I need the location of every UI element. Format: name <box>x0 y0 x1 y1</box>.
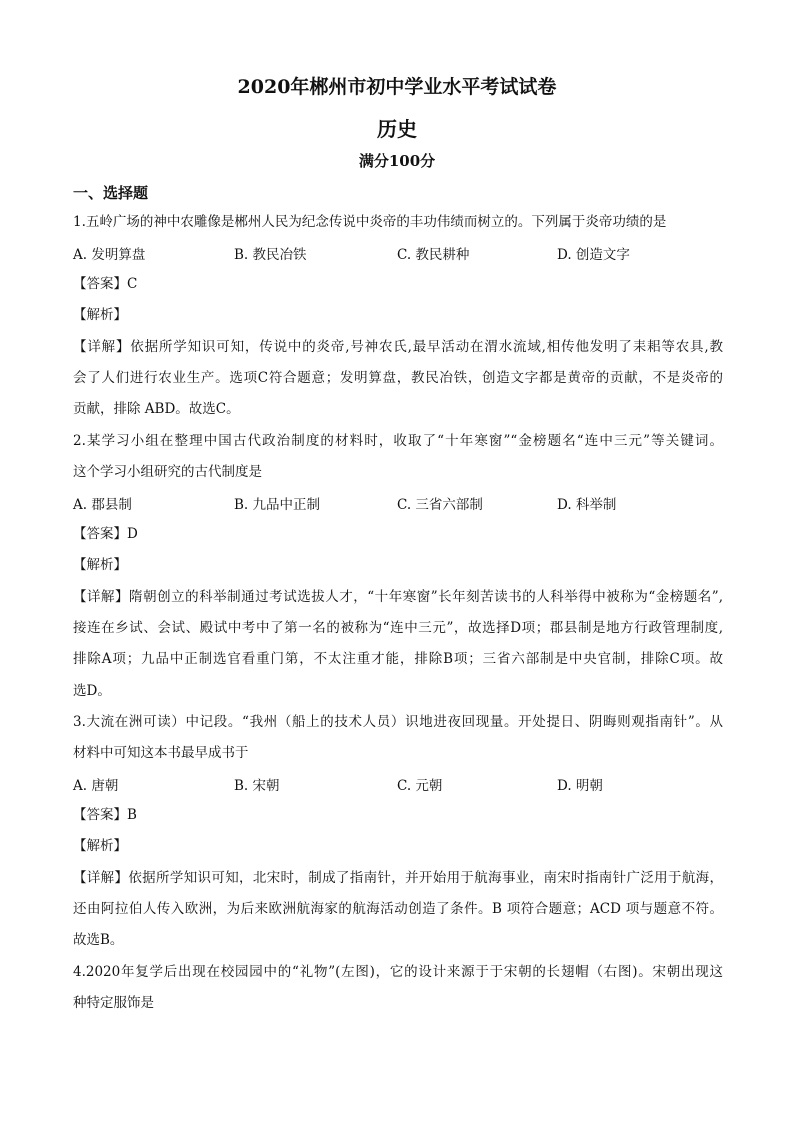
q1-analysis-label: 【解析】 <box>73 307 127 323</box>
q3-option-b: B. 宋朝 <box>234 778 280 794</box>
q1-stem: 1.五岭广场的神中农雕像是郴州人民为纪念传说中炎帝的丰功伟绩而树立的。下列属于炎帝功绩的是 <box>73 214 667 230</box>
q1-option-c: C. 教民耕种 <box>397 247 470 263</box>
q1-detail-line: 贡献，排除 ABD。故选C。 <box>73 401 240 417</box>
q2-stem: 这个学习小组研究的古代制度是 <box>73 464 262 480</box>
q2-detail-line: 接连在乡试、会试、殿试中考中了第一名的被称为“连中三元”，故选择D项；郡县制是地方行政管理制度, <box>73 620 723 636</box>
q2-option-d: D. 科举制 <box>557 497 617 513</box>
q2-detail-line: 【详解】隋朝创立的科举制通过考试选拔人才，“十年寒窗”长年刻苦读书的人科举得中被称为“金榜题名”, <box>73 589 723 605</box>
q1-option-b: B. 教民冶铁 <box>234 247 307 263</box>
q3-stem: 材料中可知这本书最早成书于 <box>73 745 249 761</box>
q3-option-d: D. 明朝 <box>557 778 603 794</box>
section-title: 一、选择题 <box>73 184 149 202</box>
q3-option-a: A. 唐朝 <box>73 778 119 794</box>
subject-title: 历史 <box>377 117 417 141</box>
exam-title: 2020年郴州市初中学业水平考试试卷 <box>237 76 557 98</box>
q1-detail-line: 【详解】依据所学知识可知，传说中的炎帝,号神农氏,最早活动在渭水流域,相传他发明了耒耜等农具,教 <box>73 339 723 355</box>
q2-analysis-label: 【解析】 <box>73 557 127 573</box>
q3-detail-line: 故选B。 <box>73 932 124 948</box>
q3-stem: 3.大流在洲可读）中记段。“我州（船上的技术人员）识地进夜回现量。开处提日、阴晦则观指南针”。从 <box>73 714 723 730</box>
q2-stem: 2.某学习小组在整理中国古代政治制度的材料时，收取了“十年寒窗”“金榜题名“连中三元”等关键词。 <box>73 433 723 449</box>
q4-stem: 种特定服饰是 <box>73 995 154 1011</box>
q4-stem: 4.2020年复学后出现在校园园中的“礼物”(左图)，它的设计来源于于宋朝的长翅帽（右图)。宋朝出现这 <box>73 964 723 980</box>
q2-answer: 【答案】D <box>73 526 138 542</box>
q1-detail-line: 会了人们进行农业生产。选项C符合题意；发明算盘，教民冶铁，创造文字都是黄帝的贡献，不是炎帝的 <box>73 370 723 386</box>
q2-detail-line: 排除A项；九品中正制选官看重门第，不太注重才能，排除B项；三省六部制是中央官制，排除C项。故 <box>73 651 723 667</box>
q3-detail-line: 还由阿拉伯人传入欧洲，为后来欧洲航海家的航海活动创造了条件。B 项符合题意；ACD 项与题意不符。 <box>73 901 723 917</box>
q3-answer: 【答案】B <box>73 807 137 823</box>
q2-option-a: A. 郡县制 <box>73 497 132 513</box>
full-score: 满分100分 <box>358 152 436 170</box>
q3-analysis-label: 【解析】 <box>73 838 127 854</box>
q1-option-a: A. 发明算盘 <box>73 247 146 263</box>
q2-option-b: B. 九品中正制 <box>234 497 321 513</box>
q2-option-c: C. 三省六部制 <box>397 497 483 513</box>
q1-answer: 【答案】C <box>73 276 138 292</box>
q3-detail-line: 【详解】依据所学知识可知，北宋时，制成了指南针，并开始用于航海事业，南宋时指南针广泛用于航海， <box>73 870 723 886</box>
q3-option-c: C. 元朝 <box>397 778 443 794</box>
q2-detail-line: 选D。 <box>73 683 111 699</box>
q1-option-d: D. 创造文字 <box>557 247 630 263</box>
